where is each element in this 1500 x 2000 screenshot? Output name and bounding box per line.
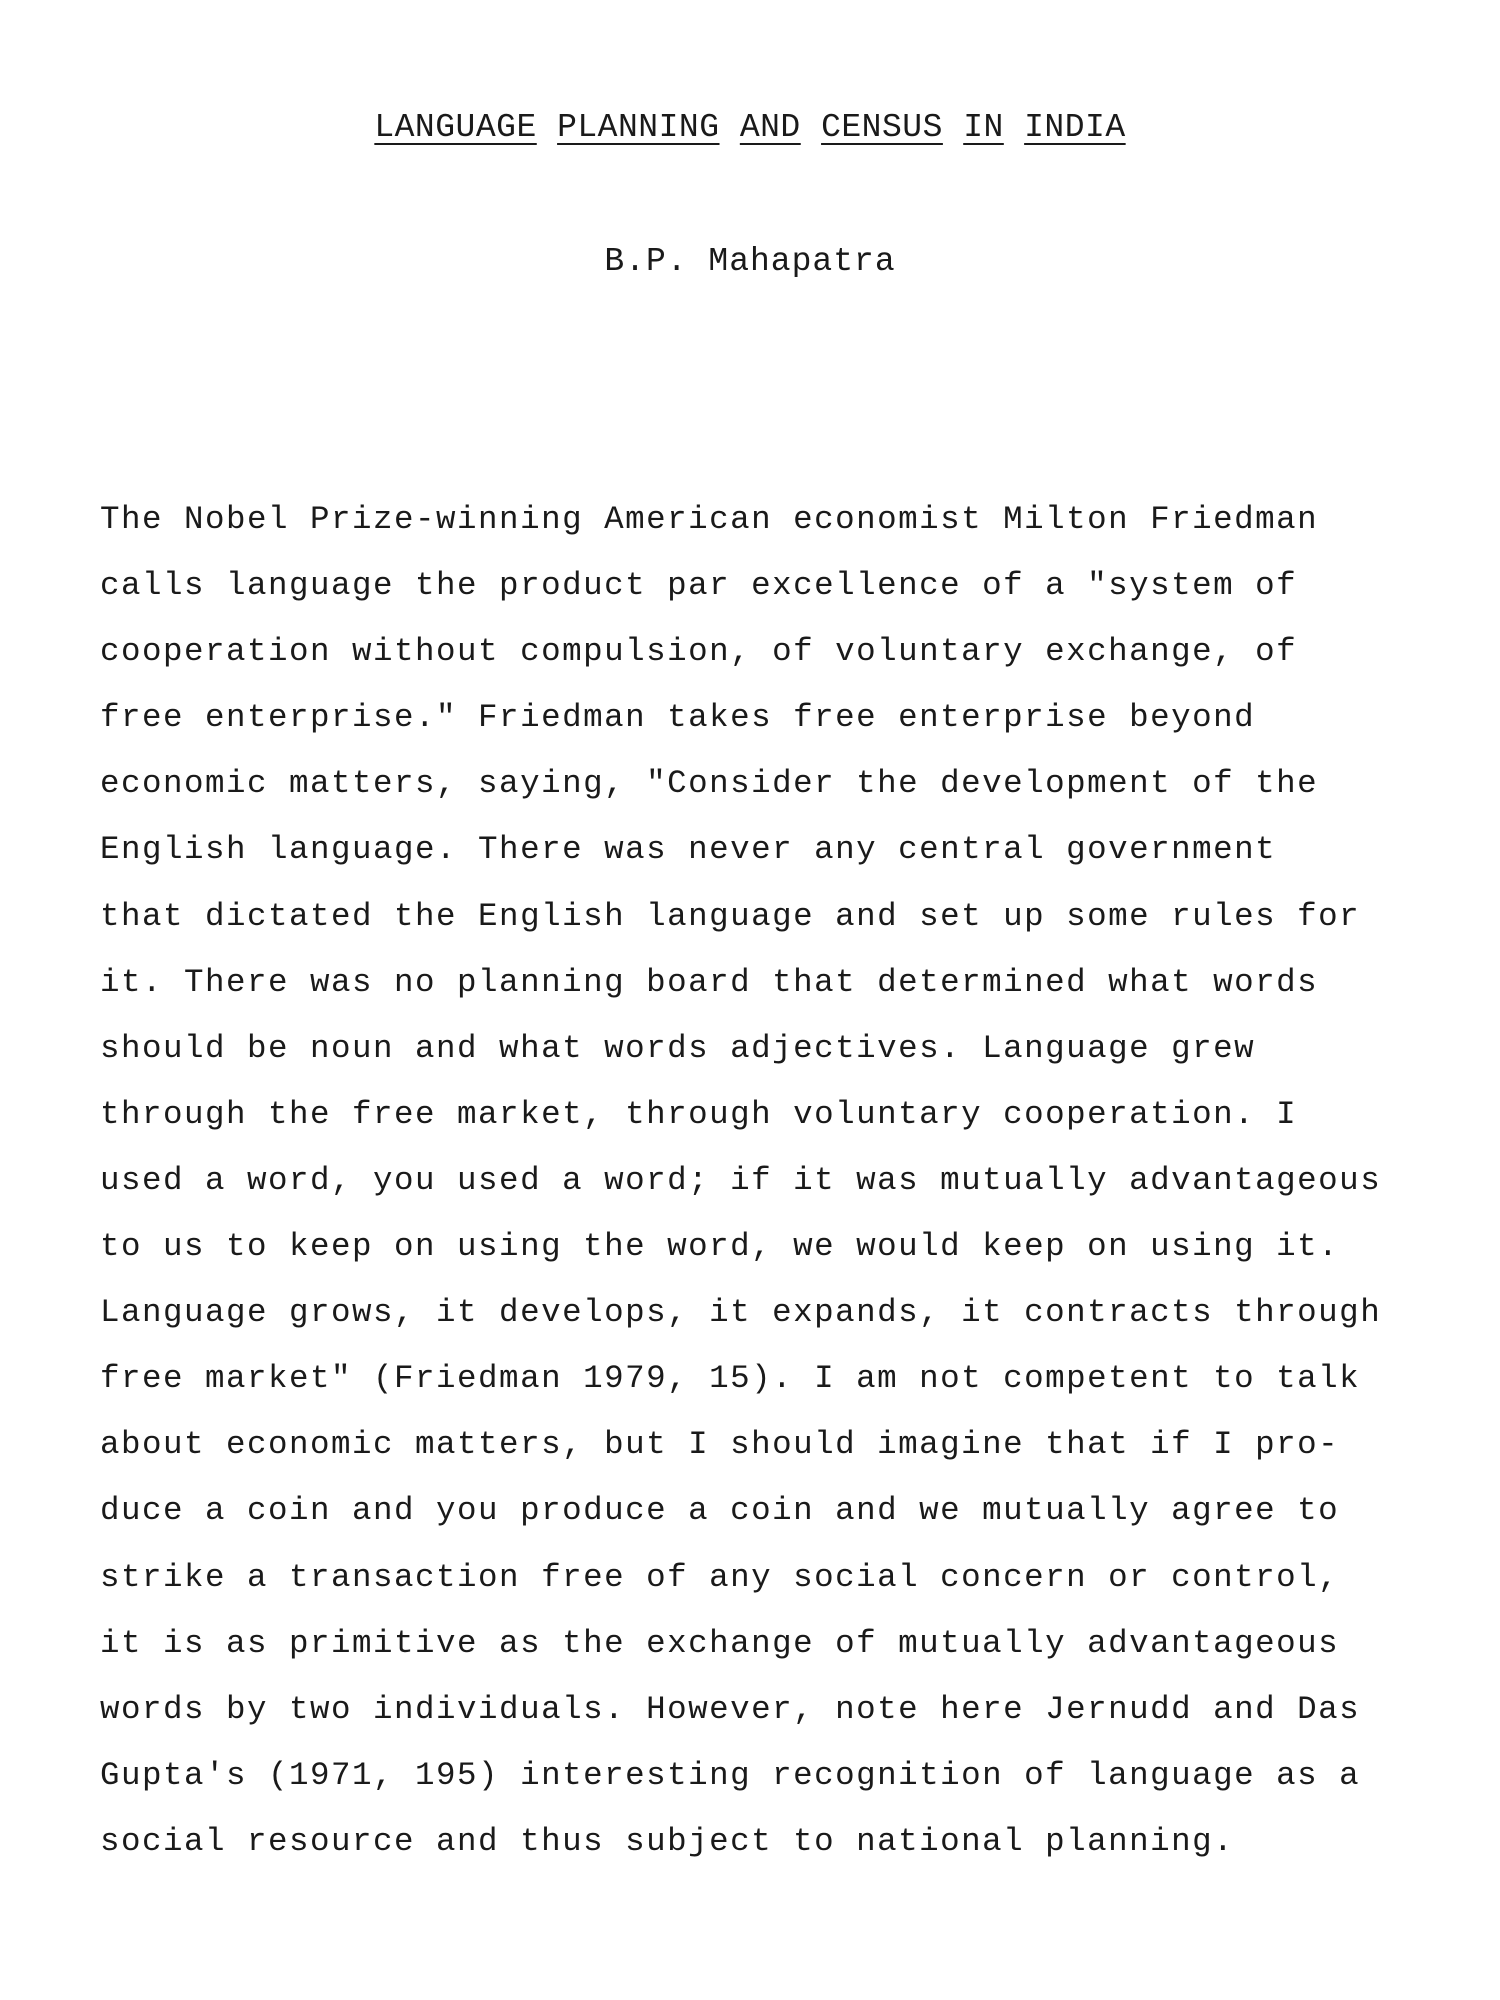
text-line: The Nobel Prize-winning American economist Milton Friedman — [100, 501, 1319, 538]
title-word: LANGUAGE — [374, 109, 537, 146]
author-name: B.P. Mahapatra — [604, 243, 896, 280]
title-word: PLANNING — [557, 109, 720, 146]
text-line: to us to keep on using the word, we would keep on using it. — [100, 1228, 1340, 1266]
text-line: used a word, you used a word; if it was mutually advantageous — [100, 1161, 1382, 1199]
text-line: words by two individuals. However, note here Jernudd and Das — [100, 1690, 1361, 1728]
text-line: through the free market, through voluntary cooperation. I — [100, 1095, 1298, 1133]
text-line: Language grows, it develops, it expands, it contracts through — [100, 1294, 1382, 1332]
text-line: Gupta's (1971, 195) interesting recognition of language as a — [100, 1756, 1361, 1794]
text-line: should be noun and what words adjectives. Language grew — [100, 1029, 1256, 1067]
text-line: about economic matters, but I should imagine that if I pro- — [100, 1426, 1340, 1464]
text-line: calls language the product par excellence of a "system of — [100, 567, 1298, 605]
title-word: AND — [739, 109, 801, 146]
title-word: CENSUS — [821, 109, 943, 146]
text-line: social resource and thus subject to national planning. — [100, 1822, 1235, 1860]
text-line: duce a coin and you produce a coin and we mutually agree to — [100, 1492, 1340, 1530]
text-line: it is as primitive as the exchange of mutually advantageous — [100, 1624, 1340, 1662]
title-word: IN — [963, 109, 1004, 146]
text-line: that dictated the English language and set up some rules for — [100, 897, 1361, 935]
text-line: it. There was no planning board that determined what words — [100, 963, 1319, 1001]
text-line: economic matters, saying, "Consider the development of the — [100, 765, 1319, 803]
text-line: free enterprise." Friedman takes free enterprise beyond — [100, 699, 1256, 737]
title-word: INDIA — [1024, 109, 1126, 146]
text-line: cooperation without compulsion, of voluntary exchange, of — [100, 633, 1298, 671]
text-line: English language. There was never any central government — [100, 831, 1277, 869]
text-line: strike a transaction free of any social concern or control, — [100, 1558, 1340, 1596]
text-line: free market" (Friedman 1979, 15). I am not competent to talk — [100, 1360, 1361, 1398]
body-paragraph — [100, 500, 1440, 1888]
document-title — [0, 108, 1500, 148]
